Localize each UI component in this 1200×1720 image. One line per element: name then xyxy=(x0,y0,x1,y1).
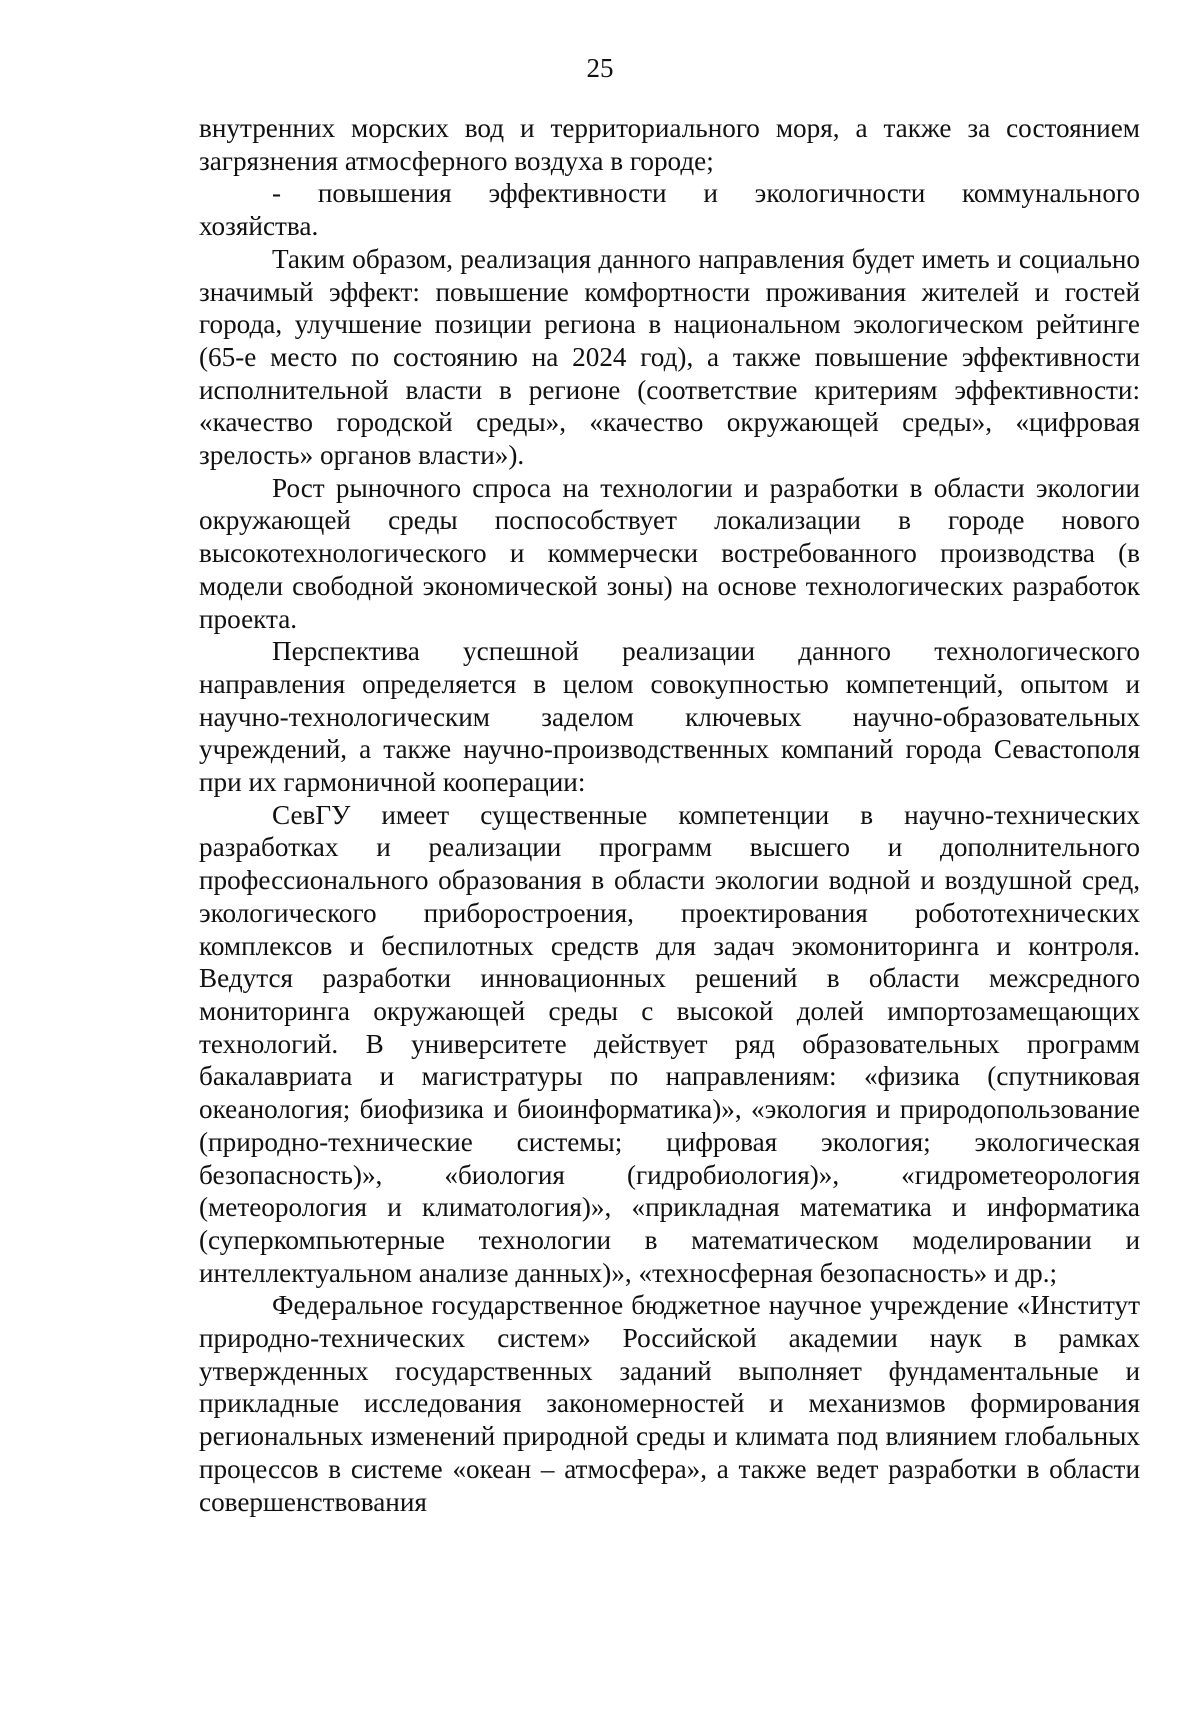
paragraph-institute: Федеральное государственное бюджетное научное учреждение «Институт природно-технических систем» Российской академии наук в рамках утвержденных государственных заданий выполняет фундаментальные и прикладные исследования закономерностей и механизмов формирования региональных изменений природной среды и климата под влиянием глобальных процессов в системе «океан – атмосфера», а также ведет разработки в области совершенствования xyxy=(199,1290,1140,1517)
paragraph-continuation: внутренних морских вод и территориального моря, а также за состоянием загрязнения атмосферного воздуха в городе; xyxy=(199,113,1140,176)
document-body xyxy=(199,112,1140,1518)
paragraph-list-item: - повышения эффективности и экологичности коммунального хозяйства. xyxy=(199,178,1140,242)
paragraph-market-demand: Рост рыночного спроса на технологии и разработки в области экологии окружающей среды поспособствует локализации в городе нового высокотехнологического и коммерчески востребованного производства (в модели свободной экономической зоны) на основе технологических разработок проекта. xyxy=(199,472,1140,634)
paragraph-social-effect: Таким образом, реализация данного направления будет иметь и социально значимый эффект: повышение комфортности проживания жителей и гостей города, улучшение позиции региона в национальном экологическом рейтинге (65-е место по состоянию на 2024 год), а также повышение эффективности исполнительной власти в регионе (соответствие критериям эффективности: «качество городской среды», «качество окружающей среды», «цифровая зрелость» органов власти»). xyxy=(199,243,1140,471)
paragraph-perspective: Перспектива успешной реализации данного технологического направления определяется в целом совокупностью компетенций, опытом и научно-технологическим заделом ключевых научно-образовательных учреждений, а также научно-производственных компаний города Севастополя при их гармоничной кооперации: xyxy=(199,636,1140,798)
paragraph-sevsu: СевГУ имеет существенные компетенции в научно-технических разработках и реализации программ высшего и дополнительного профессионального образования в области экологии водной и воздушной сред, экологического приборостроения, проектирования робототехнических комплексов и беспилотных средств для задач экомониторинга и контроля. Ведутся разработки инновационных решений в области межсредного мониторинга окружающей среды с высокой долей импортозамещающих технологий. В университете действует ряд образовательных программ бакалавриата и магистратуры по направлениям: «физика (спутниковая океанология; биофизика и биоинформатика)», «экология и природопользование (природно-технические системы; цифровая экология; экологическая безопасность)», «биология (гидробиология)», «гидрометеорология (метеорология и климатология)», «прикладная математика и информатика (суперкомпьютерные технологии в математическом моделировании и интеллектуальном анализе данных)», «техносферная безопасность» и др.; xyxy=(199,799,1140,1288)
page-number: 25 xyxy=(586,53,614,83)
